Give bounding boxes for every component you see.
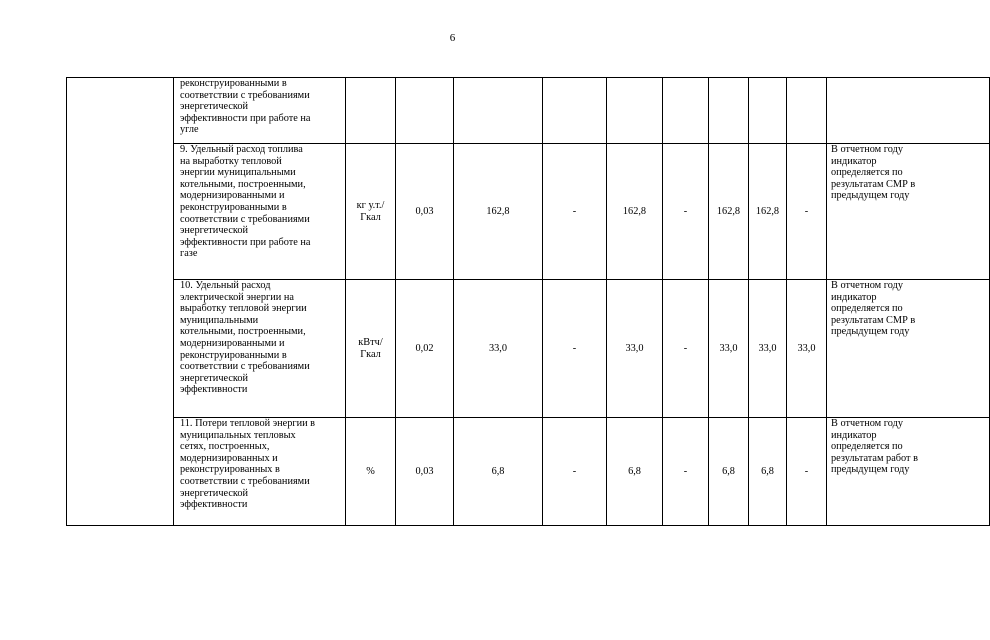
value-cell: - [787, 144, 827, 280]
value-cell: 33,0 [454, 280, 543, 418]
weight-cell: 0,03 [396, 418, 454, 526]
unit-cell [346, 78, 396, 144]
indicators-table [66, 77, 990, 526]
table-row [67, 418, 990, 526]
value-cell: 6,8 [749, 418, 787, 526]
value-cell: 6,8 [607, 418, 663, 526]
note-cell: В отчетном году индикатор определяется по результатам СМР в предыдущем году [827, 144, 990, 280]
value-cell: 33,0 [709, 280, 749, 418]
table-row [67, 78, 990, 144]
note-cell [827, 78, 990, 144]
value-cell: - [543, 144, 607, 280]
value-cell [607, 78, 663, 144]
value-cell: - [663, 144, 709, 280]
value-cell: - [543, 418, 607, 526]
note-cell: В отчетном году индикатор определяется по результатам работ в предыдущем году [827, 418, 990, 526]
weight-cell: 0,03 [396, 144, 454, 280]
value-cell [749, 78, 787, 144]
value-cell: - [663, 418, 709, 526]
unit-cell: кг у.т./ Гкал [346, 144, 396, 280]
indicator-cell: 10. Удельный расход электрической энергии на выработку тепловой энергии муниципальными котельными, построенными, модернизированными и реконструированными в соответствии с требованиями энергетической эффективности [174, 280, 346, 418]
value-cell: 6,8 [709, 418, 749, 526]
value-cell [454, 78, 543, 144]
table-row [67, 144, 990, 280]
value-cell: 33,0 [787, 280, 827, 418]
value-cell [709, 78, 749, 144]
value-cell: - [543, 280, 607, 418]
page-number: 6 [449, 32, 456, 44]
value-cell: 6,8 [454, 418, 543, 526]
value-cell [787, 78, 827, 144]
program-name-cell [67, 78, 174, 526]
unit-cell: кВтч/ Гкал [346, 280, 396, 418]
value-cell: 162,8 [709, 144, 749, 280]
value-cell: - [663, 280, 709, 418]
value-cell: 33,0 [607, 280, 663, 418]
table-row [67, 280, 990, 418]
value-cell [663, 78, 709, 144]
value-cell [543, 78, 607, 144]
indicator-cell: 11. Потери тепловой энергии в муниципальных тепловых сетях, построенных, модернизированных и реконструированных в соответствии с требованиями энергетической эффективности [174, 418, 346, 526]
unit-cell: % [346, 418, 396, 526]
indicator-cell: 9. Удельный расход топлива на выработку тепловой энергии муниципальными котельными, построенными, модернизированными и реконструированными в соответствии с требованиями энергетической эффективности при работе на газе [174, 144, 346, 280]
value-cell: 162,8 [749, 144, 787, 280]
value-cell: - [787, 418, 827, 526]
note-cell: В отчетном году индикатор определяется по результатам СМР в предыдущем году [827, 280, 990, 418]
indicator-cell: реконструированными в соответствии с требованиями энергетической эффективности при работе на угле [174, 78, 346, 144]
value-cell: 162,8 [607, 144, 663, 280]
value-cell: 33,0 [749, 280, 787, 418]
weight-cell [396, 78, 454, 144]
weight-cell: 0,02 [396, 280, 454, 418]
value-cell: 162,8 [454, 144, 543, 280]
